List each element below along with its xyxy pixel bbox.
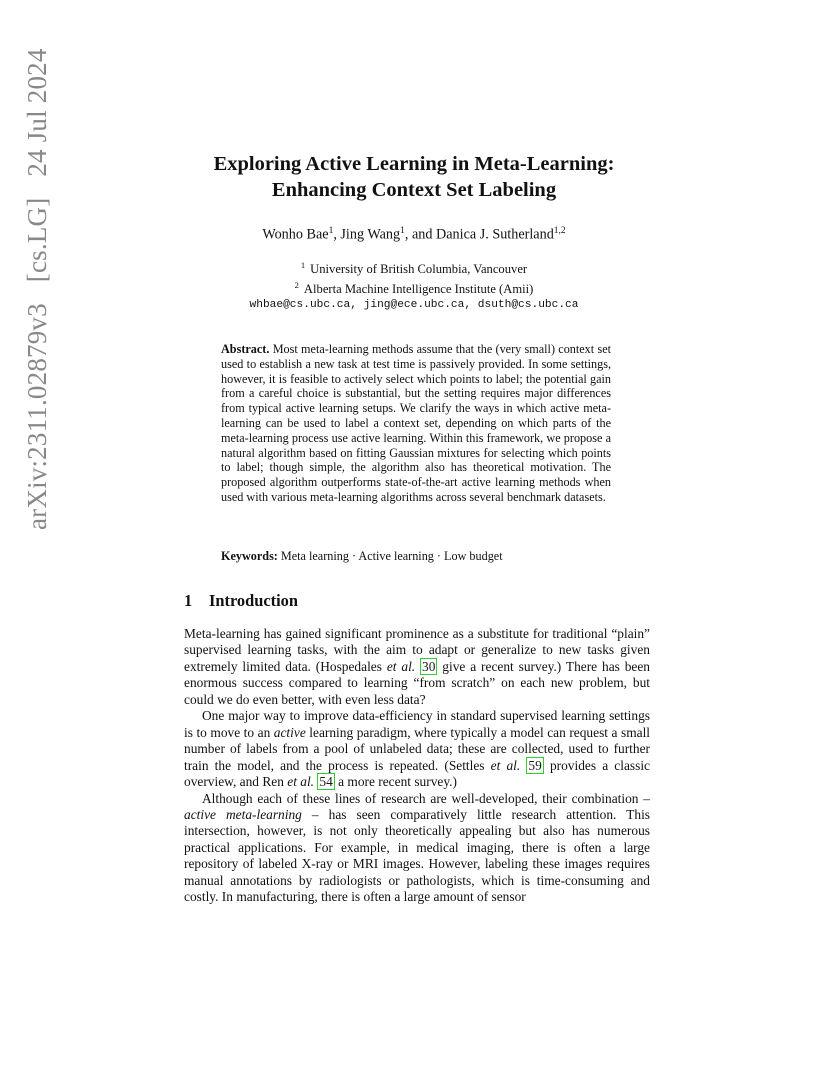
affiliation-text: Alberta Machine Intelligence Institute (Amii) bbox=[303, 282, 534, 297]
citation-link[interactable]: 30 bbox=[422, 658, 436, 674]
paragraph-text: give a recent survey.) There has been enormous success compared to learning “from scratch” on each new problem, but could we do even better, with even less data? bbox=[184, 658, 651, 707]
arxiv-date: 24 Jul 2024 bbox=[22, 48, 52, 177]
section-title: Introduction bbox=[209, 591, 298, 610]
citation-link[interactable]: 54 bbox=[319, 774, 333, 790]
paragraph bbox=[184, 791, 650, 906]
paragraph-text: a more recent survey.) bbox=[334, 774, 457, 790]
title-line-2: Enhancing Context Set Labeling bbox=[271, 179, 557, 201]
et-al: et al. bbox=[490, 757, 521, 773]
affiliation-text: University of British Columbia, Vancouver bbox=[310, 262, 528, 277]
introduction-body bbox=[184, 626, 650, 906]
arxiv-category: [cs.LG] bbox=[22, 197, 52, 283]
paragraph bbox=[184, 626, 650, 708]
author-list bbox=[0, 226, 828, 244]
emphasis: active meta-learning bbox=[184, 806, 302, 822]
paragraph-text: Meta-learning has gained significant prominence as a substitute for traditional “plain” supervised learning tasks, with the aim to adapt or generalize to new tasks given extremely limited data. (Hospedales bbox=[184, 626, 650, 674]
author-separator: , bbox=[333, 226, 341, 243]
section-heading bbox=[184, 591, 298, 611]
arxiv-id: arXiv:2311.02879v3 bbox=[22, 303, 52, 530]
title-line-1: Exploring Active Learning in Meta-Learning: bbox=[213, 153, 615, 175]
paragraph-text: – has seen comparatively little research attention. This intersection, however, is not only theoretically appealing but also has numerous practical applications. For example, in medical imaging, there is often a large repository of labeled X-ray or MRI images. However, labeling these images requires manual annotations by radiologists or pathologists, which is time-consuming and costly. In manufacturing, there is often a large amount of sensor bbox=[184, 806, 650, 905]
affiliation-number: 2 bbox=[294, 280, 299, 291]
paragraph-text: learning paradigm, where typically a model can request a small number of labels from a pool of unlabeled data; these are collected, used to further train the model, and the process is repeated. (Settles bbox=[184, 724, 651, 773]
author-name: Danica J. Sutherland bbox=[435, 226, 554, 243]
affiliation-number: 1 bbox=[300, 260, 306, 270]
affiliation-line bbox=[0, 257, 828, 277]
abstract-text: Most meta-learning methods assume that the (very small) context set used to establish a new task at test time is passively provided. In some settings, however, it is feasible to actively select which points to label; the potential gain from a careful choice is substantial, but the setting requires major differences from typical active learning setups. We clarify the ways in which active meta-learning can be used to label a context set, depending on which parts of the meta-learning process use active learning. Within this framework, we propose a natural algorithm based on fitting Gaussian mixtures for selecting which points to label; though simple, the algorithm also has theoretical motivation. The proposed algorithm outperforms state-of-the-art active learning methods when used with various meta-learning algorithms across several benchmark datasets. bbox=[221, 342, 611, 504]
author-affiliation-mark: 1 bbox=[400, 226, 405, 236]
paragraph-text: One major way to improve data-efficiency in standard supervised learning settings is to move to an bbox=[184, 708, 650, 740]
paragraph-text: Although each of these lines of research are well-developed, their combination – bbox=[202, 790, 650, 806]
author-name: Jing Wang bbox=[340, 226, 401, 243]
et-al: et al. bbox=[386, 658, 416, 674]
abstract-label: Abstract. bbox=[221, 342, 270, 356]
keywords bbox=[221, 549, 611, 564]
author-affiliation-mark: 1 bbox=[328, 226, 334, 236]
author-emails: whbae@cs.ubc.ca, jing@ece.ubc.ca, dsuth@cs.ubc.ca bbox=[249, 299, 579, 312]
keywords-label: Keywords: bbox=[221, 549, 278, 563]
affiliation-line bbox=[0, 277, 828, 297]
abstract bbox=[221, 342, 611, 505]
keywords-text: Meta learning · Active learning · Low budget bbox=[280, 549, 503, 563]
author-name: Wonho Bae bbox=[262, 226, 329, 243]
author-affiliation-mark: 1,2 bbox=[553, 226, 566, 236]
affiliations bbox=[0, 257, 828, 313]
paragraph bbox=[184, 708, 650, 790]
author-separator: , and bbox=[404, 226, 436, 243]
emphasis: active bbox=[273, 724, 306, 740]
section-number: 1 bbox=[184, 591, 193, 610]
paragraph-text: provides a classic overview, and Ren bbox=[184, 757, 650, 790]
et-al: et al. bbox=[287, 774, 315, 790]
paper-title bbox=[0, 151, 828, 203]
citation-link[interactable]: 59 bbox=[528, 757, 542, 773]
